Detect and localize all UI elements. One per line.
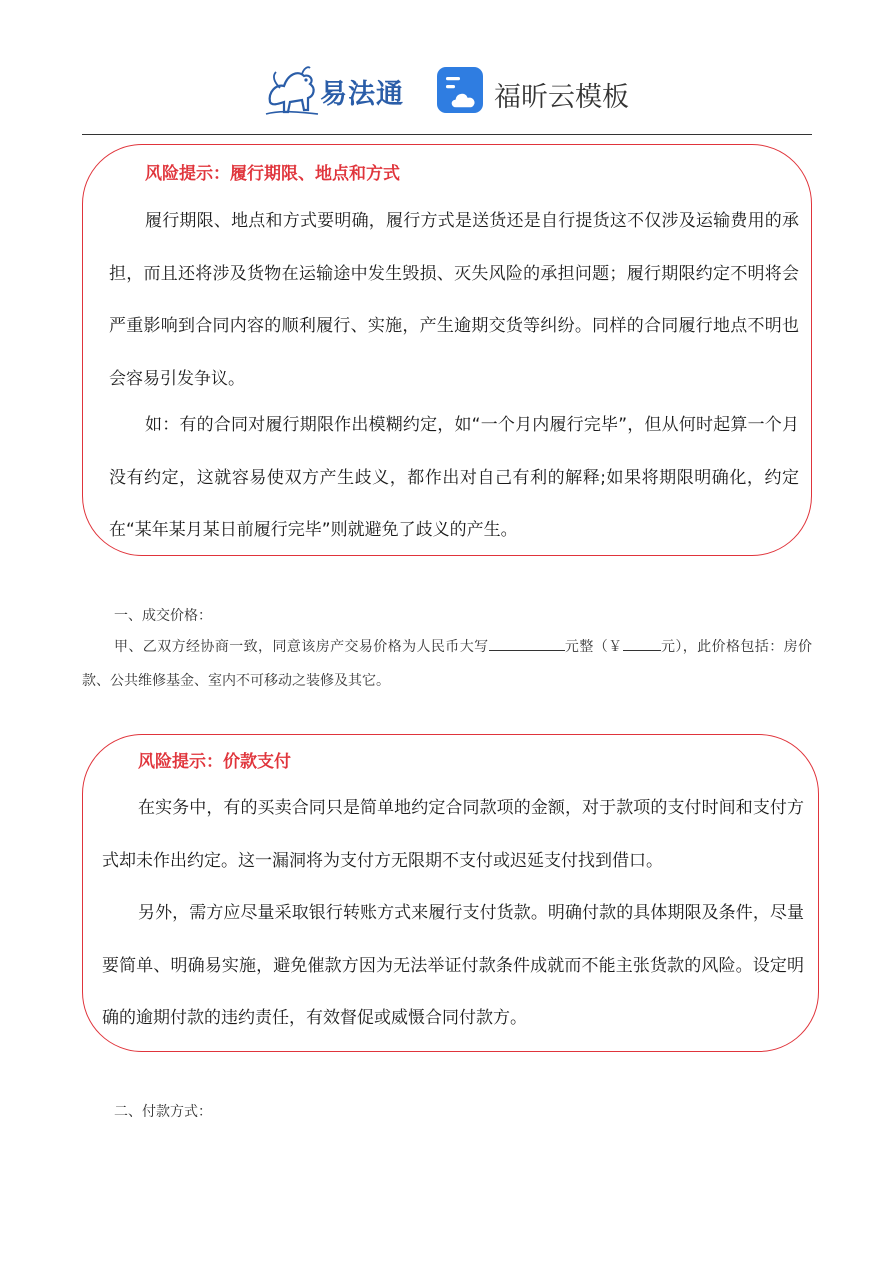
- risk-notice-title: 风险提示：履行期限、地点和方式: [145, 164, 400, 184]
- risk-notice-title: 风险提示：价款支付: [138, 752, 291, 772]
- risk-notice-paragraph: 履行期限、地点和方式要明确，履行方式是送货还是自行提货这不仅涉及运输费用的承担，而且还将涉及货物在运输途中发生毁损、灭失风险的承担问题；履行期限约定不明将会严重影响到合同内容的顺利履行、实施，产生逾期交货等纠纷。同样的合同履行地点不明也会容易引发争议。: [109, 211, 799, 389]
- risk-notice-paragraph: 在实务中，有的买卖合同只是简单地约定合同款项的金额，对于款项的支付时间和支付方式却未作出约定。这一漏洞将为支付方无限期不支付或迟延支付找到借口。: [102, 798, 804, 871]
- foxit-template-logo-text: 福昕云模板: [494, 82, 629, 113]
- qilin-icon: [262, 62, 322, 118]
- clause-heading-price: 一、成交价格：: [114, 608, 212, 624]
- clause-text-part: 元），此价格包括：房价款、公共维修基金、室内不可移动之装修及其它。: [82, 639, 813, 689]
- cloud-template-icon: [436, 66, 486, 116]
- clause-text-part: 元整（￥: [564, 639, 623, 655]
- clause-text-part: 甲、乙双方经协商一致，同意该房产交易价格为人民币大写: [114, 639, 489, 655]
- risk-notice-box-payment: [82, 734, 819, 1052]
- risk-notice-box-performance: [82, 144, 812, 556]
- clause-heading-payment: 二、付款方式：: [114, 1104, 212, 1120]
- header-divider: [82, 134, 812, 135]
- yifatong-logo-text: 易法通: [320, 79, 404, 110]
- risk-notice-paragraph: 如：有的合同对履行期限作出模糊约定，如“一个月内履行完毕”，但从何时起算一个月没有约定，这就容易使双方产生歧义，都作出对自己有利的解释;如果将期限明确化，约定在“某年某月某日前履行完毕”则就避免了歧义的产生。: [109, 415, 799, 540]
- page-header: [0, 58, 893, 122]
- amount-in-figures-blank[interactable]: [623, 638, 661, 651]
- risk-notice-paragraph: 另外，需方应尽量采取银行转账方式来履行支付货款。明确付款的具体期限及条件，尽量要简单、明确易实施，避免催款方因为无法举证付款条件成就而不能主张货款的风险。设定明确的逾期付款的违约责任，有效督促或威慑合同付款方。: [102, 903, 804, 1028]
- yifatong-logo: [262, 62, 412, 118]
- amount-in-words-blank[interactable]: [489, 638, 565, 651]
- clause-text-price: [82, 630, 812, 698]
